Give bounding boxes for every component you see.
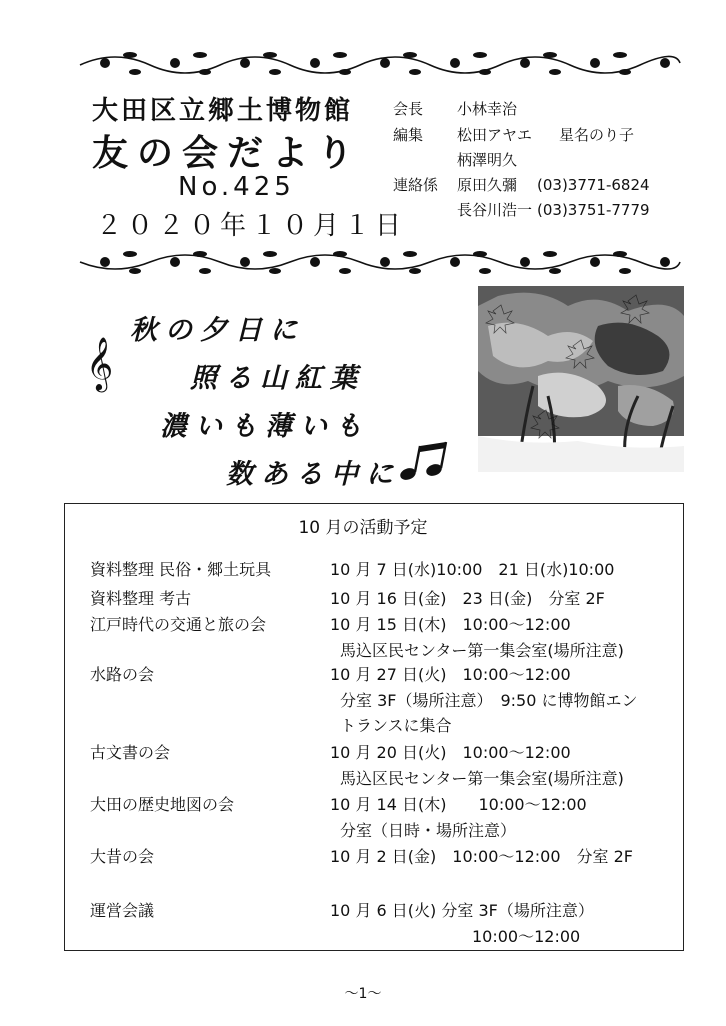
schedule-row-detail: 10 月 7 日(水)10:00 21 日(水)10:00 [330,560,615,579]
newsletter-title: 友の会だより [92,132,363,174]
contact-name-2: 長谷川浩一 [457,201,533,219]
issue-number: No.425 [178,172,295,202]
editor-label: 編集 [393,126,424,144]
poem-line-4: 数ある中に [226,459,401,490]
poem-line-1: 秋の夕日に [130,315,305,346]
staff-chair-row [393,98,517,119]
contact-name-1: 原田久彌 [457,176,518,194]
staff-contact-row-2 [457,199,650,220]
museum-name: 大田区立郷土博物館 [92,96,354,126]
chair-label: 会長 [393,100,424,118]
schedule-row-detail: 馬込区民センター第一集会室(場所注意) [340,769,624,788]
schedule-row-label: 古文書の会 [90,743,171,762]
floral-border-bottom [75,244,685,280]
schedule-row-detail: 10 月 16 日(金) 23 日(金) 分室 2F [330,589,605,608]
schedule-row-detail: 10 月 20 日(火) 10:00～12:00 [330,743,571,762]
chair-name: 小林幸治 [457,100,518,118]
editor-name-1: 松田アヤエ [457,126,533,144]
schedule-row-label: 運営会議 [90,901,155,920]
schedule-row-label: 資料整理 考古 [90,589,192,608]
schedule-row-detail: 10:00～12:00 [472,927,581,946]
page-number: ～1～ [344,986,382,1002]
treble-clef-icon: 𝄞 [86,336,114,390]
schedule-row-label: 水路の会 [90,665,155,684]
editor-name-3: 柄澤明久 [457,151,518,169]
autumn-maple-illustration [478,286,684,472]
poem-line-2: 照る山紅葉 [190,363,365,394]
schedule-row-label: 資料整理 民俗・郷土玩具 [90,560,272,579]
schedule-title: 10 月の活動予定 [298,518,428,538]
schedule-row-label: 大昔の会 [90,847,155,866]
contact-label: 連絡係 [393,176,439,194]
schedule-row-label: 大田の歴史地図の会 [90,795,235,814]
schedule-row-detail: 10 月 2 日(金) 10:00～12:00 分室 2F [330,847,633,866]
schedule-row-detail: トランスに集合 [340,716,452,735]
staff-contact-row-1 [393,174,650,195]
music-notes-icon [396,440,456,482]
schedule-row-detail: 分室 3F（場所注意） 9:50 に博物館エン [340,691,638,710]
schedule-row-detail: 馬込区民センター第一集会室(場所注意) [340,641,624,660]
schedule-row-detail: 10 月 14 日(木) 10:00～12:00 [330,795,587,814]
schedule-row-detail: 10 月 15 日(木) 10:00～12:00 [330,615,571,634]
schedule-row-detail: 10 月 27 日(火) 10:00～12:00 [330,665,571,684]
schedule-row-label: 江戸時代の交通と旅の会 [90,615,267,634]
staff-editor-row [393,124,634,145]
contact-phone-2: (03)3751-7779 [537,201,650,219]
schedule-row-detail: 10 月 6 日(火) 分室 3F（場所注意） [330,901,594,920]
floral-border-top [75,45,685,81]
editor-name-2: 星名のり子 [559,126,635,144]
contact-phone-1: (03)3771-6824 [537,176,650,194]
poem-line-3: 濃いも薄いも [160,411,370,442]
issue-date: ２０２０年１０月１日 [96,211,407,241]
schedule-row-detail: 分室（日時・場所注意） [340,821,517,840]
